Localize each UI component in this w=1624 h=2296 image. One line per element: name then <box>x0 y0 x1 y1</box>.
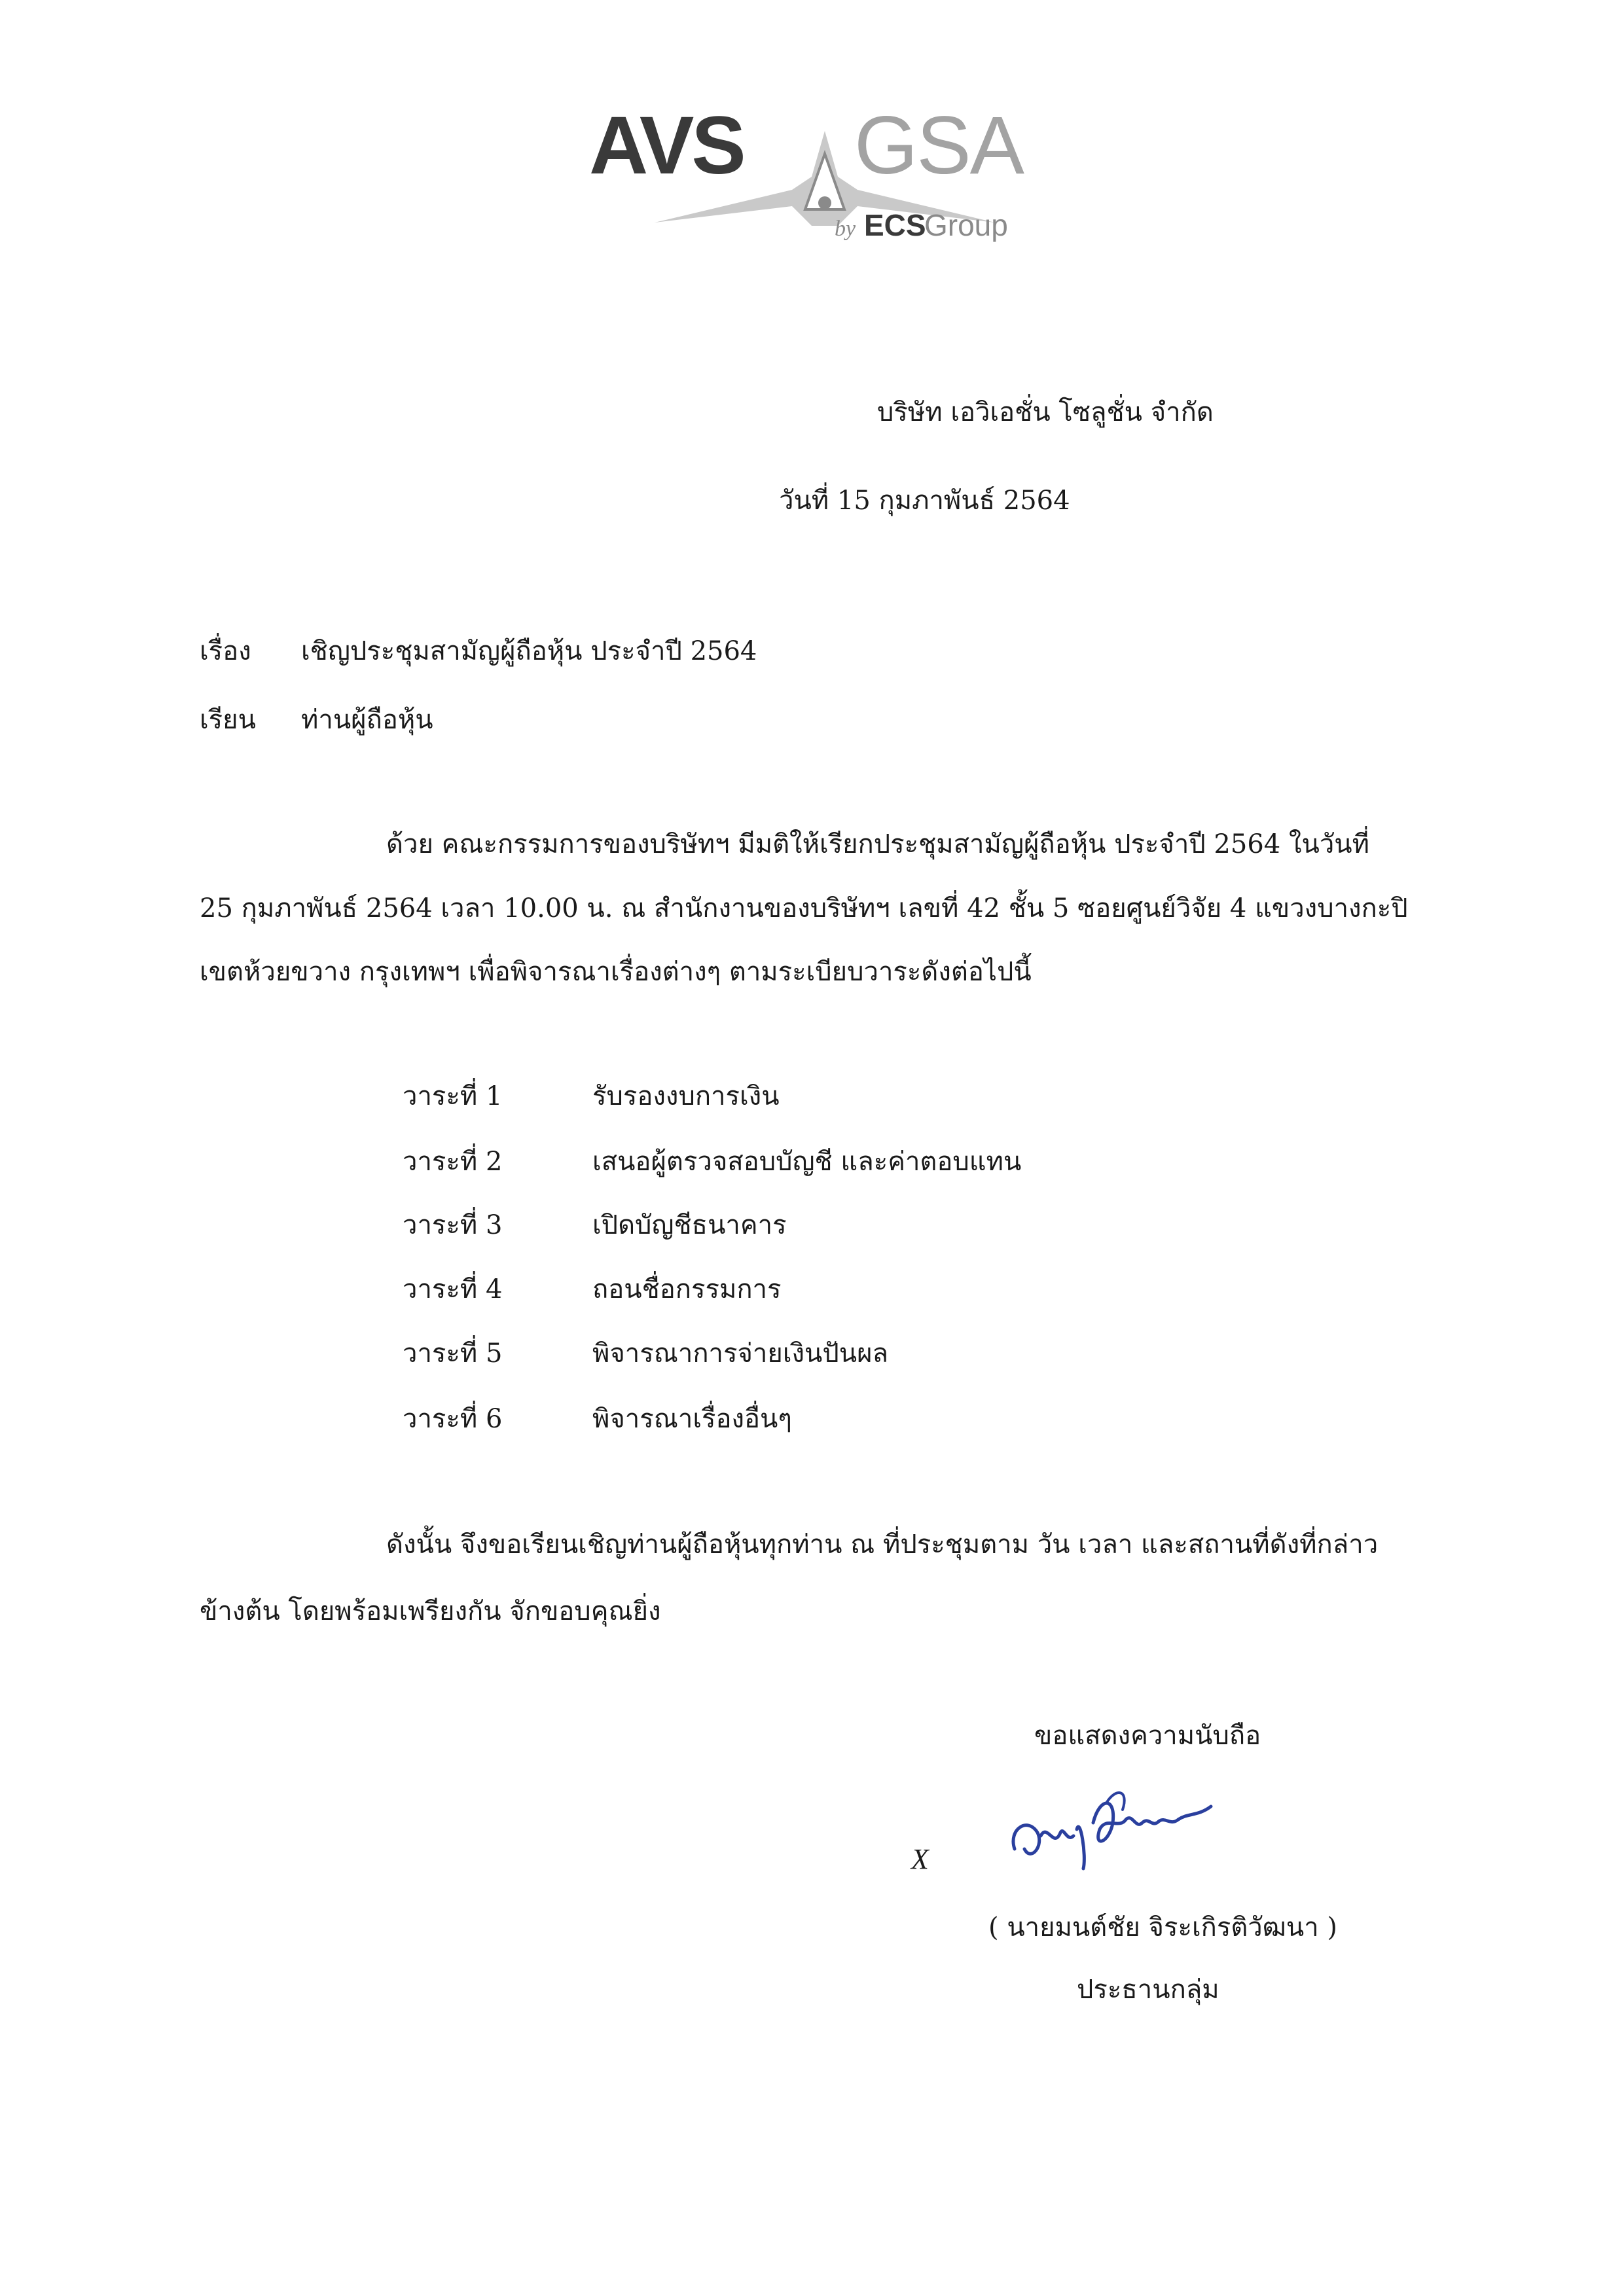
logo-group: Group <box>924 208 1008 242</box>
recipient-value: ท่านผู้ถือหุ้น <box>301 705 433 735</box>
logo-ecs: ECS <box>864 208 926 242</box>
logo-gsa: GSA <box>854 100 1023 191</box>
logo-by: by <box>835 217 856 241</box>
subject-label: เรื่อง <box>200 636 251 666</box>
recipient-label: เรียน <box>200 705 256 735</box>
signature-mark: X <box>911 1843 929 1875</box>
agenda-item-6-text: พิจารณาเรื่องอื่นๆ <box>592 1404 792 1434</box>
agenda-item-5-text: พิจารณาการจ่ายเงินปันผล <box>592 1338 889 1369</box>
agenda-item-3-text: เปิดบัญชีธนาคาร <box>592 1210 787 1240</box>
subject-value: เชิญประชุมสามัญผู้ถือหุ้น ประจำปี 2564 <box>301 636 757 666</box>
company-name: บริษัท เอวิเอชั่น โซลูชั่น จำกัด <box>877 397 1214 427</box>
agenda-item-6-label: วาระที่ 6 <box>403 1404 503 1434</box>
closing-regards: ขอแสดงความนับถือ <box>1034 1721 1261 1751</box>
company-logo <box>576 92 1074 249</box>
paragraph-1-line-1: ด้วย คณะกรรมการของบริษัทฯ มีมติให้เรียกประชุมสามัญผู้ถือหุ้น ประจำปี 2564 ในวันที่ <box>386 829 1369 859</box>
agenda-item-4-label: วาระที่ 4 <box>403 1274 503 1304</box>
agenda-item-2-text: เสนอผู้ตรวจสอบบัญชี และค่าตอบแทน <box>592 1147 1022 1177</box>
agenda-item-2-label: วาระที่ 2 <box>403 1147 503 1177</box>
paragraph-1-line-2: 25 กุมภาพันธ์ 2564 เวลา 10.00 น. ณ สำนักงานของบริษัทฯ เลขที่ 42 ชั้น 5 ซอยศูนย์วิจัย 4 แขวงบางกะปิ <box>200 893 1408 924</box>
agenda-item-1-text: รับรองงบการเงิน <box>592 1081 780 1111</box>
signer-position: ประธานกลุ่ม <box>1077 1975 1219 2005</box>
agenda-item-1-label: วาระที่ 1 <box>403 1081 503 1111</box>
handwritten-signature <box>1001 1770 1224 1888</box>
paragraph-1-line-3: เขตห้วยขวาง กรุงเทพฯ เพื่อพิจารณาเรื่องต่างๆ ตามระเบียบวาระดังต่อไปนี้ <box>200 957 1032 987</box>
logo-avs: AVS <box>589 100 744 191</box>
letter-date: วันที่ 15 กุมภาพันธ์ 2564 <box>779 486 1070 516</box>
agenda-item-3-label: วาระที่ 3 <box>403 1210 503 1240</box>
paragraph-2-line-2: ข้างต้น โดยพร้อมเพรียงกัน จักขอบคุณยิ่ง <box>200 1596 661 1626</box>
paragraph-2-line-1: ดังนั้น จึงขอเรียนเชิญท่านผู้ถือหุ้นทุกท่าน ณ ที่ประชุมตาม วัน เวลา และสถานที่ดังที่กล่าว <box>386 1530 1379 1560</box>
agenda-item-4-text: ถอนชื่อกรรมการ <box>592 1274 782 1304</box>
agenda-item-5-label: วาระที่ 5 <box>403 1338 503 1369</box>
signer-name: ( นายมนต์ชัย จิระเกิรติวัฒนา ) <box>988 1912 1338 1943</box>
